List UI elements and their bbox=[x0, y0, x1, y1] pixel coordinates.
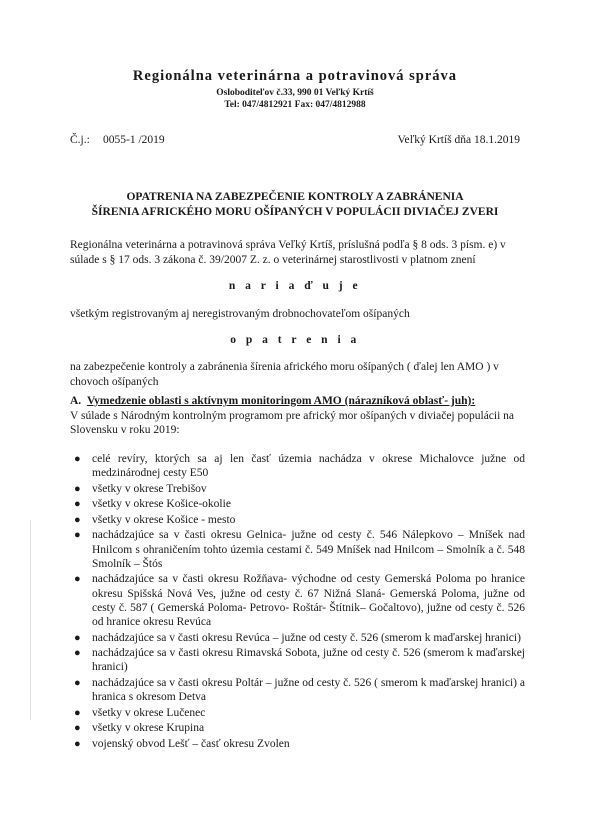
list-item: ● celé revíry, ktorých sa aj len časť územia nachádza v okrese Michalovce južne od medzinárodnej cesty E50 bbox=[74, 453, 525, 480]
section-a-title: Vymedzenie oblasti s aktívnym monitoringom AMO (nárazníková oblasť- juh): bbox=[86, 395, 476, 407]
section-a-letter: A. bbox=[70, 395, 82, 407]
section-a-heading bbox=[70, 395, 475, 407]
list-item: ● všetky v okrese Krupina bbox=[74, 722, 205, 735]
list-item: ● nachádzajúce sa v časti okresu Revúca – južne od cesty č. 526 (smerom k maďarskej hranici) bbox=[74, 631, 521, 644]
organization-name: Regionálna veterinárna a potravinová správa bbox=[132, 68, 458, 84]
bullet-icon: ● bbox=[74, 513, 81, 526]
purpose-paragraph: na zabezpečenie kontroly a zabránenia šírenia afrického moru ošípaných ( ďalej len AMO ) v chovoch ošípaných bbox=[70, 361, 499, 388]
bullet-icon: ● bbox=[74, 631, 81, 644]
section-a-body: V súlade s Národným kontrolným programom pre africký mor ošípaných v diviačej populácii na Slovensku v roku 2019: bbox=[70, 410, 515, 437]
measures-heading: o p a t r e n i a bbox=[230, 334, 360, 346]
place-and-date: Veľký Krtíš dňa 18.1.2019 bbox=[397, 134, 520, 146]
bullet-icon: ● bbox=[74, 737, 81, 750]
list-item: ● nachádzajúce sa v časti okresu Rožňava- východne od cesty Gemerská Poloma po hranice okresu Spišská Nová Ves, južne od cesty č. 67 Nižná Slaná- Gemerská Poloma, južne od cesty č. 587 ( Gemerská Poloma- Petrovo- Roštár- Štítnik– Gočaltovo), južne od cesty č. 526 od hranice okresu Revúca bbox=[74, 573, 525, 629]
bullet-icon: ● bbox=[74, 647, 81, 660]
document-title-line-2: ŠÍRENIA AFRICKÉHO MORU OŠÍPANÝCH V POPULÁCII DIVIAČEJ ZVERI bbox=[91, 206, 499, 218]
bullet-icon: ● bbox=[74, 453, 81, 465]
bullet-icon: ● bbox=[74, 676, 81, 689]
list-item: ● nachádzajúce sa v časti okresu Gelnica- južne od cesty č. 546 Nálepkovo – Mníšek nad Hnilcom s ohraničením tohto územia cestami č. 549 Mníšek nad Hnilcom – Smolník a č. 548 Smolník – Štós bbox=[74, 529, 525, 570]
list-item: ● všetky v okrese Trebišov bbox=[74, 482, 207, 495]
bullet-icon: ● bbox=[74, 573, 81, 586]
list-item: ● všetky v okrese Košice - mesto bbox=[74, 513, 236, 526]
list-item: ● nachádzajúce sa v časti okresu Rimavská Sobota, južne od cesty č. 526 (smerom k maďarskej hranici) bbox=[74, 647, 525, 674]
list-item: ● vojenský obvod Lešť – časť okresu Zvolen bbox=[74, 737, 290, 750]
section-a-bullet-list bbox=[70, 452, 525, 752]
orders-heading: n a r i a ď u j e bbox=[228, 280, 362, 292]
reference-label: Č.j.: bbox=[70, 134, 90, 146]
recipients-paragraph: všetkým registrovaným aj neregistrovaným drobnochovateľom ošípaných bbox=[70, 308, 410, 320]
document-title-line-1: OPATRENIA NA ZABEZPEČENIE KONTROLY A ZABRÁNENIA bbox=[126, 191, 464, 203]
organization-address: Osloboditeľov č.33, 990 01 Veľký Krtíš bbox=[216, 88, 374, 98]
reference-number: 0055-1 /2019 bbox=[103, 134, 165, 146]
list-item: ● všetky v okrese Lučenec bbox=[74, 706, 206, 719]
bullet-icon: ● bbox=[74, 529, 81, 542]
bullet-icon: ● bbox=[74, 482, 81, 495]
intro-paragraph: Regionálna veterinárna a potravinová správa Veľký Krtíš, príslušná podľa § 8 ods. 3 písm. e) v súlade s § 17 ods. 3 zákona č. 39/2007 Z. z. o veterinárnej starostlivosti v platnom znení bbox=[70, 239, 506, 266]
bullet-icon: ● bbox=[74, 706, 81, 719]
bullet-icon: ● bbox=[74, 498, 81, 511]
list-item: ● všetky v okrese Košice-okolie bbox=[74, 498, 231, 511]
organization-contact: Tel: 047/4812921 Fax: 047/4812988 bbox=[224, 100, 366, 110]
bullet-icon: ● bbox=[74, 722, 81, 735]
list-item: ● nachádzajúce sa v časti okresu Poltár – južne od cesty č. 526 ( smerom k maďarskej hranici) a hranica s okresom Detva bbox=[74, 676, 525, 704]
scan-margin-line bbox=[30, 520, 31, 720]
